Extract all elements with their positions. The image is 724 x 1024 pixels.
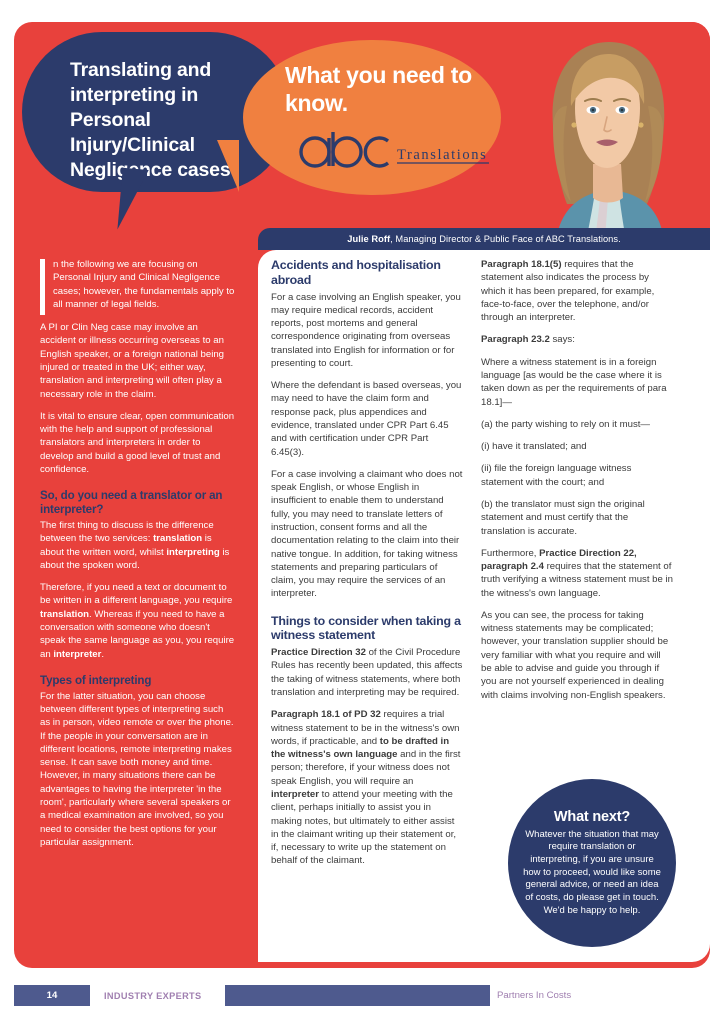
- c1p5e: .: [101, 648, 104, 660]
- page-number-box: [14, 985, 90, 1006]
- drop-cap-bar: [40, 259, 45, 315]
- c1p4a: The first thing to discuss is the difference between the two services:: [40, 520, 214, 545]
- what-next-callout: [508, 779, 676, 947]
- c2p5e: interpreter: [271, 789, 319, 800]
- article-subtitle: What you need to know.: [285, 62, 472, 116]
- what-next-title: What next?: [553, 808, 631, 825]
- col2-heading-witness: Things to consider when taking a witness statement: [271, 613, 461, 643]
- col1-paragraph-2: A PI or Clin Neg case may involve an accident or illness occurring overseas to an English speaker, or a foreign national being injured or treated in the UK; either way, translation and interpreting will often play a necessary role in the claim.: [40, 322, 225, 400]
- c1p4e: is about the spoken word.: [40, 546, 230, 571]
- col2-paragraph-5: [271, 708, 463, 867]
- page-footer: [0, 985, 724, 1011]
- c1p5b: translation: [40, 608, 90, 620]
- abc-translations-logo: [293, 128, 493, 172]
- col2-paragraph-3: For a case involving a claimant who does not speak English, or whose English in insufficient to enable them to understand fully, you may need to translate letters of instruction, consent forms and all the documentation relating to the claim into their native tongue. In addition, for taking witness statements and preparing particulars of claim, you may require the services of an interpreter.: [271, 468, 463, 600]
- footer-publisher-label: Partners In Costs: [497, 990, 572, 1001]
- column-three: [481, 258, 673, 702]
- col3-paragraph-3: Where a witness statement is in a foreign language [as would be the case where it is taken down as per the requirements of para 18.1]—: [481, 356, 667, 408]
- col1-paragraph-5: [40, 581, 236, 661]
- c3p1a: Paragraph 18.1(5): [481, 259, 562, 270]
- col3-paragraph-6: (ii) file the foreign language witness statement with the court; and: [481, 463, 632, 488]
- column-one: [40, 258, 236, 849]
- c2p5c: to be drafted in the witness's own language: [271, 735, 450, 761]
- footer-section-label: INDUSTRY EXPERTS: [104, 990, 202, 1001]
- col2-paragraph-2: Where the defendant is based overseas, you may need to have the claim form and response pack, plus appendices and evidence, translated under CPR Part 6.45 and with certification under CPR Part 6.45(3).: [271, 380, 462, 458]
- byline-text: [347, 234, 620, 244]
- c1p5c: . Whereas if you need to have a conversation with someone who doesn't speak the same language as you, you require an: [40, 608, 235, 660]
- c2p5a: Paragraph 18.1 of PD 32: [271, 709, 381, 721]
- col3-paragraph-1: [481, 258, 673, 324]
- c1p5a: Therefore, if you need a text or document to be written in a different language, you require: [40, 582, 233, 607]
- col3-paragraph-5: (i) have it translated; and: [481, 441, 587, 453]
- col1-paragraph-4: [40, 519, 236, 572]
- col1-paragraph-6: For the latter situation, you can choose between different types of interpreting such as in person, video remote or over the phone. If the people in your conversation are in different locations, remote interpreting makes sense. It can save both money and time. However, in many situations there can be advantages to having the interpreter 'in the room', particularly where several speakers or a medical examination are involved, so you need to consider the best options for your particular assignment.: [40, 690, 234, 848]
- orange-speech-bubble: [243, 40, 501, 195]
- page-number: 14: [46, 990, 58, 1001]
- c3p2a: Paragraph 23.2: [481, 334, 550, 346]
- col1-heading-translator: So, do you need a translator or an interpreter?: [40, 489, 223, 517]
- c2p4a: Practice Direction 32: [271, 647, 366, 659]
- footer-decorative-bar: [225, 985, 490, 1006]
- byline-role: , Managing Director & Public Face of ABC Translations.: [390, 234, 621, 244]
- c3p8a: Furthermore,: [481, 547, 540, 559]
- col1-paragraph-3: It is vital to ensure clear, open communication with the help and support of professional translators and interpreters in order to develop and build a good level of trust and confidence.: [40, 410, 235, 475]
- byline-name: Julie Roff: [347, 234, 391, 244]
- c2p5b: requires a trial witness statement to be in the witness's own words, if practicable, and: [271, 709, 460, 747]
- c3p2b: says:: [549, 334, 575, 346]
- abc-logo-graphic: [293, 128, 493, 172]
- what-next-body: Whatever the situation that may require translation or interpreting, if you are unsure how to proceed, would like some general advice, or need an idea of costs, do please get in touch. We'd be happy to help.: [523, 828, 661, 916]
- col2-paragraph-1: For a case involving an English speaker, you may require medical records, accident reports, post mortems and general correspondence originating from overseas translated into English for information or for presenting to court.: [271, 291, 461, 369]
- byline-bar: [258, 228, 710, 250]
- c2p5d: and in the first person; therefore, if your witness does not speak English, you will require an: [271, 749, 461, 787]
- c1p5d: interpreter: [53, 648, 102, 660]
- c1p4c: is about the written word, whilst: [40, 533, 212, 558]
- lead-text: n the following we are focusing on Personal Injury and Clinical Negligence cases; however, the fundamentals apply to all manner of legal fields.: [53, 259, 235, 310]
- lead-paragraph: [40, 258, 236, 311]
- col3-paragraph-2: [481, 333, 673, 346]
- col2-heading-accidents: Accidents and hospitalisation abroad: [271, 258, 441, 287]
- portrait-illustration: [505, 22, 710, 250]
- logo-wordmark: Translations: [397, 147, 488, 163]
- col3-paragraph-8: [481, 547, 673, 600]
- col2-paragraph-4: [271, 646, 463, 699]
- c3p8b: Practice Direction 22, paragraph 2.4: [481, 547, 637, 573]
- c3p1b: requires that the statement also indicates the process by which it has been prepared, for example, face-to-face, over the telephone, and/or through an interpreter.: [481, 259, 655, 324]
- col1-heading-types: Types of interpreting: [40, 673, 152, 687]
- c2p5f: to attend your meeting with the client, perhaps initially to assist you in making notes, but ultimately to either assist in the claimant writing up their statement or, if, necessary to write up the statement on behalf of the claimant.: [271, 789, 457, 867]
- col3-paragraph-4: (a) the party wishing to rely on it must—: [481, 418, 651, 430]
- navy-bubble-tail: [117, 168, 176, 234]
- orange-bubble-tail: [195, 140, 239, 192]
- c3p8c: requires that the statement of truth verifying a witness statement must be in the witness's own language.: [481, 561, 673, 599]
- article-title: Translating and interpreting in Personal Injury/Clinical Negligence cases: [70, 59, 231, 181]
- c1p4d: interpreting: [166, 546, 220, 558]
- col3-paragraph-9: As you can see, the process for taking witness statements may be complicated; however, your translation supplier should be very familiar with what you require and will be able to advise and guide you through if you are not yourself experienced in dealing with claims involving non-English speakers.: [481, 609, 669, 701]
- column-two: [271, 258, 463, 868]
- c2p4b: of the Civil Procedure Rules has recently been updated, this affects the taking of witness statements, where both translation and interpreting may be required.: [271, 647, 463, 699]
- portrait-photo-julie-roff: [505, 22, 710, 250]
- c1p4b: translation: [153, 533, 203, 545]
- col3-paragraph-7: (b) the translator must sign the original statement and must certify that the translation is accurate.: [481, 498, 645, 537]
